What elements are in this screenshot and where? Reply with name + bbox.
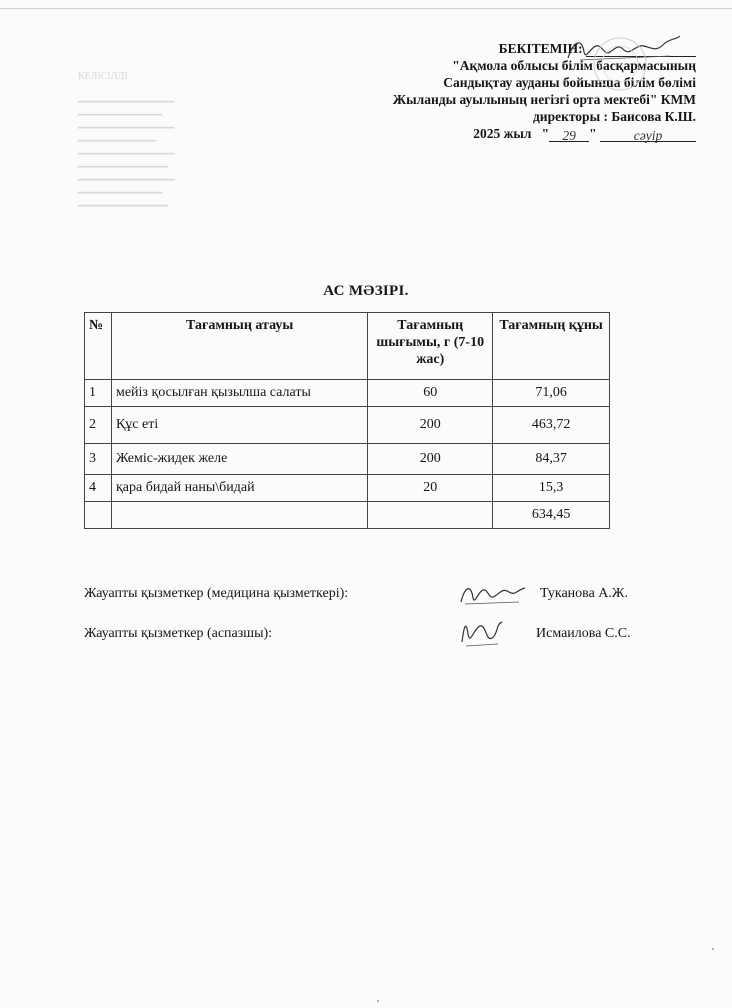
table-row <box>85 475 610 502</box>
scan-speck <box>712 948 714 950</box>
page-title: АС МӘЗІРІ. <box>323 283 409 299</box>
responsible-name-cook: Исмаилова С.С. <box>536 626 631 641</box>
approval-day: 29 <box>549 127 589 142</box>
row-name: Құс еті <box>111 407 367 444</box>
row-price: 84,37 <box>493 444 610 475</box>
responsible-name-medical: Туканова А.Ж. <box>540 586 628 601</box>
row-num: 3 <box>85 444 112 475</box>
total-empty-name <box>111 502 367 529</box>
scan-edge <box>0 8 732 9</box>
menu-table <box>84 312 610 529</box>
scan-speck <box>377 1000 379 1002</box>
total-empty-qty <box>368 502 493 529</box>
approval-year: 2025 жыл <box>473 126 532 141</box>
row-name: мейіз қосылған қызылша салаты <box>111 380 367 407</box>
responsible-label-medical: Жауапты қызметкер (медицина қызметкері): <box>84 586 349 601</box>
row-num: 1 <box>85 380 112 407</box>
row-name: қара бидай наны\бидай <box>111 475 367 502</box>
org-line-1: "Ақмола облысы білім басқармасының <box>452 58 696 73</box>
row-qty: 20 <box>368 475 493 502</box>
org-line-3: Жыланды ауылының негізгі орта мектебі" КММ <box>392 92 696 107</box>
table-row <box>85 380 610 407</box>
row-qty: 60 <box>368 380 493 407</box>
approval-heading: БЕКІТЕМІН: <box>498 41 583 56</box>
row-num: 4 <box>85 475 112 502</box>
table-row <box>85 444 610 475</box>
director-line: директоры : Баисова К.Ш. <box>532 109 696 124</box>
row-price: 463,72 <box>493 407 610 444</box>
org-line-2: Сандықтау ауданы бойынша білім бөлімі <box>443 75 696 90</box>
approval-date-row: 2025 жыл " 29 " сәуір <box>276 125 696 142</box>
table-total-row <box>85 502 610 529</box>
row-price: 15,3 <box>493 475 610 502</box>
table-row <box>85 407 610 444</box>
cook-signature <box>452 612 512 654</box>
row-qty: 200 <box>368 407 493 444</box>
total-empty-num <box>85 502 112 529</box>
row-num: 2 <box>85 407 112 444</box>
medical-signature <box>455 578 535 610</box>
col-header-price: Тағамның құны <box>493 313 610 380</box>
row-qty: 200 <box>368 444 493 475</box>
faint-bleedthrough-stamp: КЕЛІСІЛДІ ━━━━━━━━━━━━━━━━ ━━━━━━━━━━━━━━ ━━━━━━━━━━━━━━━━ ━━━━━━━━━━━━━ ━━━━━━━━━━━━━━━━ ━━━━━━━━━━━━━━━ ━━━━━━━━━━━━━━━━ ━━━━━━━━━━━━━━ ━━━━━━━━━━━━━━━ <box>78 71 175 212</box>
col-header-qty: Тағамның шығымы, г (7-10 жас) <box>368 313 493 380</box>
col-header-num: № <box>85 313 112 380</box>
faint-seal <box>590 34 650 94</box>
table-header-row <box>85 313 610 380</box>
row-name: Жеміс-жидек желе <box>111 444 367 475</box>
col-header-name: Тағамның атауы <box>111 313 367 380</box>
row-price: 71,06 <box>493 380 610 407</box>
responsible-label-cook: Жауапты қызметкер (аспазшы): <box>84 626 273 641</box>
approval-month: сәуір <box>600 127 696 142</box>
total-price: 634,45 <box>493 502 610 529</box>
